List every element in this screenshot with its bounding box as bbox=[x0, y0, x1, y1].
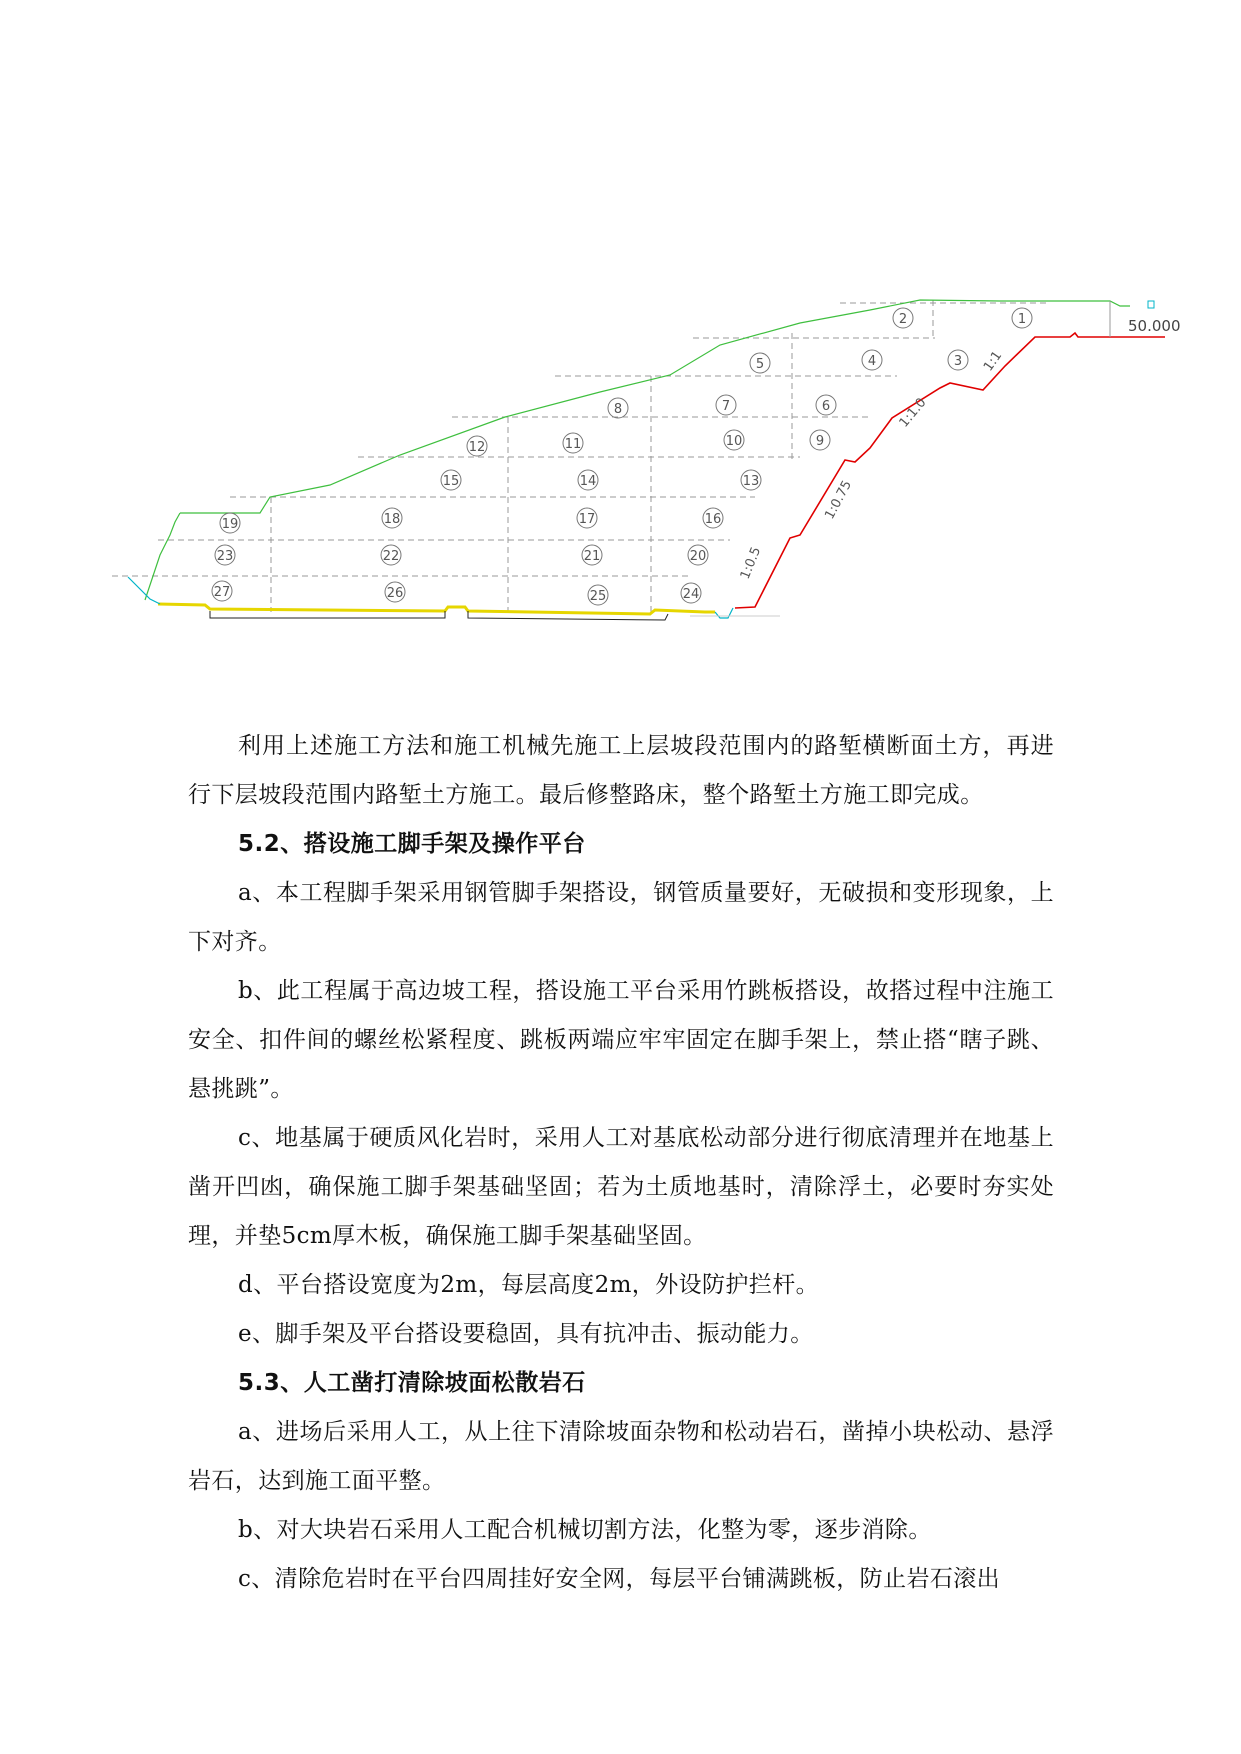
paragraph: c、地基属于硬质风化岩时，采用人工对基底松动部分进行彻底清理并在地基上凿开凹凼，确保施工脚手架基础坚固；若为土质地基时，清除浮土，必要时夯实处理，并垫5cm厚木板，确保施工脚手架基础坚固。 bbox=[188, 1125, 1054, 1249]
excavation-layer-grid bbox=[112, 300, 1050, 612]
cell-number: 19 bbox=[221, 517, 239, 532]
ground-line-left bbox=[145, 513, 180, 600]
cell-number: 22 bbox=[382, 549, 400, 564]
paragraph: e、脚手架及平台搭设要稳固，具有抗冲击、振动能力。 bbox=[238, 1321, 814, 1347]
cell-number: 16 bbox=[704, 512, 722, 527]
cell-number: 13 bbox=[742, 474, 760, 489]
cut-slope-line bbox=[735, 333, 1165, 608]
paragraph: 利用上述施工方法和施工机械先施工上层坡段范围内的路堑横断面土方，再进行下层坡段范围内路堑土方施工。最后修整路床，整个路堑土方施工即完成。 bbox=[188, 733, 1054, 808]
paragraph: b、此工程属于高边坡工程，搭设施工平台采用竹跳板搭设，故搭过程中注施工安全、扣件间的螺丝松紧程度、跳板两端应牢牢固定在脚手架上，禁止搭“瞎子跳、悬挑跳”。 bbox=[188, 978, 1054, 1102]
elevation-marker-box bbox=[1148, 301, 1154, 308]
left-ditch bbox=[128, 577, 160, 604]
slope-label-3: 1:0.75 bbox=[822, 478, 856, 522]
slope-label-4: 1:0.5 bbox=[737, 544, 765, 582]
cell-number: 24 bbox=[682, 587, 700, 602]
cell-number: 9 bbox=[815, 434, 825, 449]
cell-number: 3 bbox=[953, 354, 963, 369]
cell-number: 11 bbox=[564, 437, 582, 452]
paragraph: a、进场后采用人工，从上往下清除坡面杂物和松动岩石，凿掉小块松动、悬浮岩石，达到施工面平整。 bbox=[188, 1419, 1054, 1494]
cell-number: 20 bbox=[689, 549, 707, 564]
cell-number: 4 bbox=[867, 354, 877, 369]
cell-number: 1 bbox=[1017, 312, 1027, 327]
section-heading-5-3: 5.3、人工凿打清除坡面松散岩石 bbox=[238, 1370, 586, 1396]
cell-number: 8 bbox=[613, 402, 623, 417]
cell-number: 15 bbox=[442, 474, 460, 489]
paragraph: d、平台搭设宽度为2m，每层高度2m，外设防护拦杆。 bbox=[238, 1272, 820, 1298]
cell-number: 14 bbox=[579, 474, 597, 489]
cell-number: 26 bbox=[386, 586, 404, 601]
cell-number: 27 bbox=[213, 585, 231, 600]
document-body bbox=[188, 722, 1054, 1604]
road-bed-line bbox=[158, 604, 715, 614]
elevation-label: 50.000 bbox=[1128, 317, 1181, 335]
cell-number: 23 bbox=[216, 549, 234, 564]
section-heading-5-2: 5.2、搭设施工脚手架及操作平台 bbox=[238, 831, 586, 857]
slope-label-1: 1:1 bbox=[980, 348, 1006, 375]
ground-line bbox=[180, 300, 1130, 513]
cell-number: 18 bbox=[383, 512, 401, 527]
cell-number: 6 bbox=[821, 399, 831, 414]
paragraph: b、对大块岩石采用人工配合机械切割方法，化整为零，逐步消除。 bbox=[238, 1517, 932, 1543]
cell-number: 21 bbox=[583, 549, 601, 564]
cell-number: 17 bbox=[578, 512, 596, 527]
slope-label-2: 1:1.0 bbox=[896, 395, 930, 431]
cell-number: 12 bbox=[468, 440, 486, 455]
cell-number: 7 bbox=[721, 399, 731, 414]
section-outline bbox=[128, 300, 1165, 620]
cell-number: 5 bbox=[755, 357, 765, 372]
cell-number: 2 bbox=[898, 312, 908, 327]
paragraph: a、本工程脚手架采用钢管脚手架搭设，钢管质量要好，无破损和变形现象，上下对齐。 bbox=[188, 880, 1054, 955]
cross-section-diagram bbox=[0, 0, 1241, 680]
cell-number: 10 bbox=[725, 434, 743, 449]
paragraph: c、清除危岩时在平台四周挂好安全网，每层平台铺满跳板，防止岩石滚出 bbox=[238, 1566, 1001, 1592]
cell-number: 25 bbox=[589, 589, 607, 604]
